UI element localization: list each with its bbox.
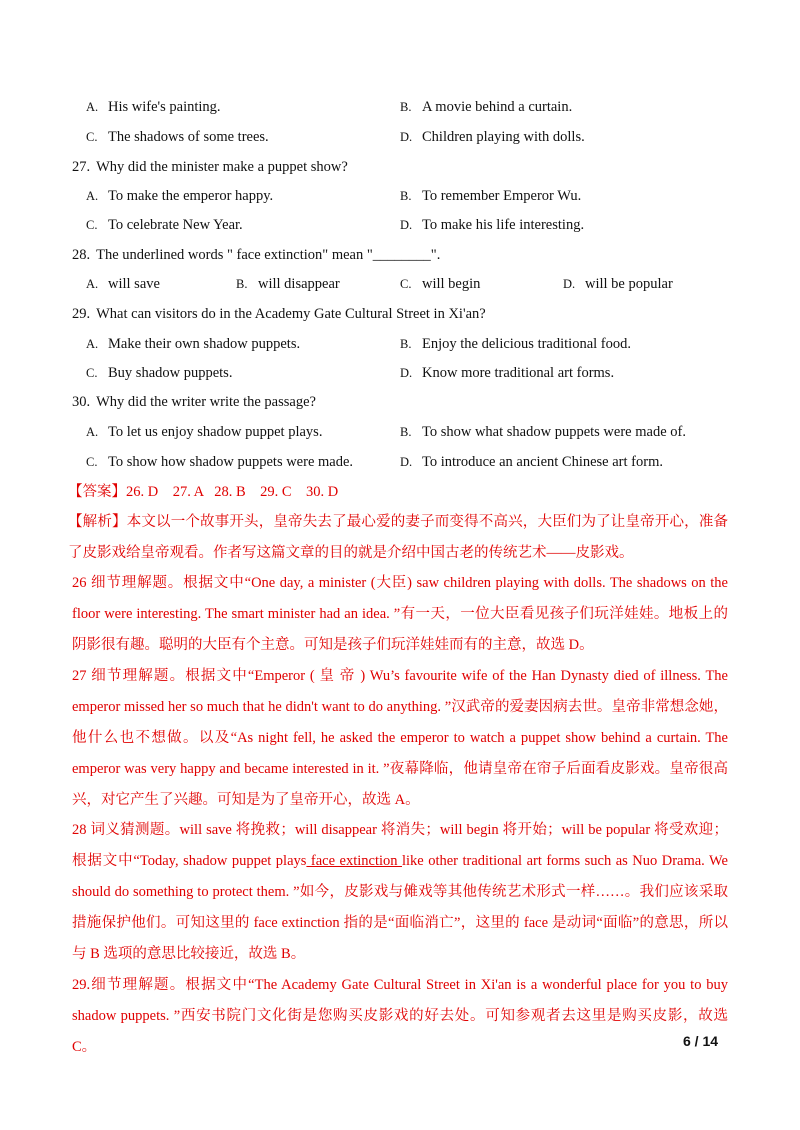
- q26-option-b: B. A movie behind a curtain.: [400, 99, 573, 115]
- q27-option-a: A. To make the emperor happy.: [86, 188, 274, 204]
- analysis-q28: 28 词义猜测题。will save 将挽救；will disappear 将消失；will begin 将开始；will be popular 将受欢迎；根据文中“Today, shadow puppet plays face extinction like other traditional art forms such as Nuo Drama. We should do something to protect them. ”如今，皮影戏与傩戏等其他传统艺术形式一样……。我们应该采取措施保护他们。可知这里的 face extinction 指的是“面临消亡”，这里的 face 是动词“面临”的意思，所以与 B 选项的意思比较接近，故选 B。: [72, 822, 728, 962]
- q27-option-b: B. To remember Emperor Wu.: [400, 188, 582, 204]
- q28-stem: 28. The underlined words " face extinction" mean "________".: [72, 247, 441, 263]
- q28-option-a: A. will save: [86, 276, 160, 292]
- q29-option-a: A. Make their own shadow puppets.: [86, 336, 301, 352]
- analysis-q27: 27 细节理解题。根据文中“Emperor ( 皇 帝 ) Wu’s favourite wife of the Han Dynasty died of illness. The emperor missed her so much that he didn't want to do anything. ”汉武帝的爱妻因病去世。皇帝非常想念她，他什么也不想做。以及“As night fell, he asked the emperor to watch a puppet show behind a curtain. The emperor was very happy and became interested in it. ”夜幕降临，他请皇帝在帘子后面看皮影戏。皇帝很高兴，对它产生了兴趣。可知是为了皇帝开心，故选 A。: [72, 668, 728, 808]
- q29-option-b: B. Enjoy the delicious traditional food.: [400, 336, 631, 352]
- q30-option-b: B. To show what shadow puppets were made of.: [400, 424, 686, 440]
- q30-option-d: D. To introduce an ancient Chinese art form.: [400, 454, 663, 470]
- underlined-phrase: face extinction: [306, 853, 402, 869]
- q29-stem: 29. What can visitors do in the Academy Gate Cultural Street in Xi'an?: [72, 306, 486, 322]
- answer-key: [68, 482, 338, 502]
- q28-option-d: D. will be popular: [563, 276, 673, 292]
- q27-stem: 27. Why did the minister make a puppet show?: [72, 159, 348, 175]
- analysis-q29: 29.细节理解题。根据文中“The Academy Gate Cultural Street in Xi'an is a wonderful place for you to buy shadow puppets. ”西安书院门文化街是您购买皮影戏的好去处。可知参观者去这里是购买皮影，故选 C。: [72, 977, 728, 1055]
- q28-option-c: C. will begin: [400, 276, 481, 292]
- q30-option-c: C. To show how shadow puppets were made.: [86, 454, 354, 470]
- q28-option-b: B. will disappear: [236, 276, 340, 292]
- q30-option-a: A. To let us enjoy shadow puppet plays.: [86, 424, 323, 440]
- analysis-label: 【解析】: [68, 514, 127, 530]
- q26-option-d: D. Children playing with dolls.: [400, 129, 585, 145]
- q27-option-c: C. To celebrate New Year.: [86, 217, 243, 233]
- analysis-intro: 【解析】本文以一个故事开头，皇帝失去了最心爱的妻子而变得不高兴，大臣们为了让皇帝开心，准备了皮影戏给皇帝观看。作者写这篇文章的目的就是介绍中国古老的传统艺术——皮影戏。: [68, 514, 729, 561]
- q29-option-d: D. Know more traditional art forms.: [400, 365, 615, 381]
- analysis-q26: 26 细节理解题。根据文中“One day, a minister (大臣) saw children playing with dolls. The shadows on the floor were interesting. The smart minister had an idea. ”有一天，一位大臣看见孩子们玩洋娃娃。地板上的阴影很有趣。聪明的大臣有个主意。可知是孩子们玩洋娃娃而有的主意，故选 D。: [72, 575, 728, 653]
- answer-text: 26. D 27. A 28. B 29. C 30. D: [126, 484, 339, 500]
- answer-label: 【答案】: [68, 484, 126, 500]
- page-number: 6 / 14: [683, 1033, 719, 1049]
- q27-option-d: D. To make his life interesting.: [400, 217, 585, 233]
- q26-option-a: A. His wife's painting.: [86, 99, 221, 115]
- q26-option-c: C. The shadows of some trees.: [86, 129, 269, 145]
- q30-stem: 30. Why did the writer write the passage?: [72, 394, 316, 410]
- q29-option-c: C. Buy shadow puppets.: [86, 365, 233, 381]
